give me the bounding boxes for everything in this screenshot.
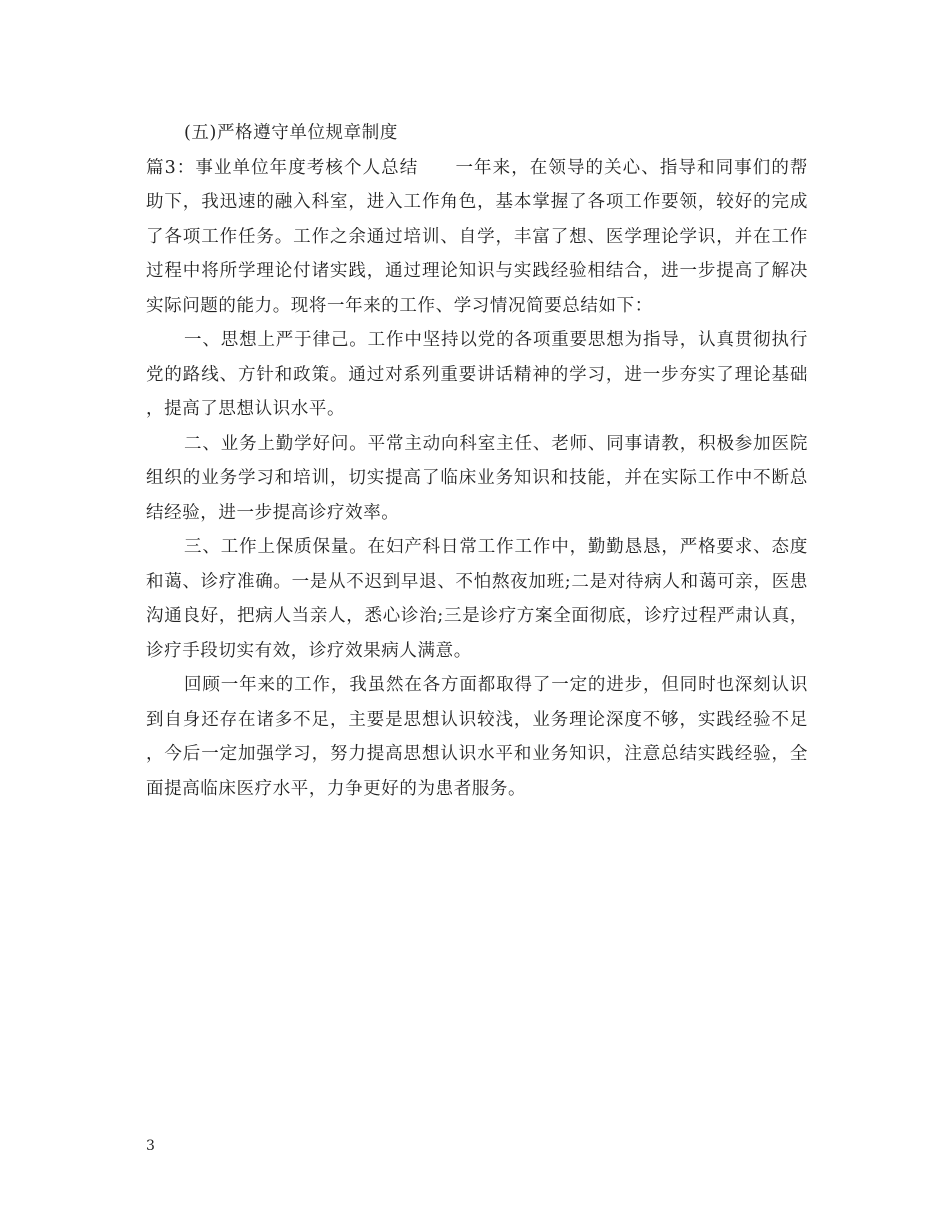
paragraph-professional: 二、业务上勤学好问。平常主动向科室主任、老师、同事请教，积极参加医院组织的业务学习和培训，切实提高了临床业务知识和技能，并在实际工作中不断总结经验，进一步提高诊疗效率。: [146, 433, 808, 523]
intro-paragraph: 篇3：事业单位年度考核个人总结 一年来，在领导的关心、指导和同事们的帮助下，我迅速的融入科室，进入工作角色，基本掌握了各项工作要领，较好的完成了各项工作任务。工作之余通过培训、自学，丰富了想、医学理论学识，并在工作过程中将所学理论付诸实践，通过理论知识与实践经验相结合，进一步提高了解决实际问题的能力。现将一年来的工作、学习情况简要总结如下：: [146, 157, 808, 316]
document-body: [146, 116, 808, 806]
paragraph-work-quality: 三、工作上保质保量。在妇产科日常工作工作中，勤勤恳恳，严格要求、态度和蔼、诊疗准确。一是从不迟到早退、不怕熬夜加班;二是对待病人和蔼可亲，医患沟通良好，把病人当亲人，悉心诊治;三是诊疗方案全面彻底，诊疗过程严肃认真，诊疗手段切实有效，诊疗效果病人满意。: [146, 537, 808, 661]
paragraph-review: 回顾一年来的工作，我虽然在各方面都取得了一定的进步，但同时也深刻认识到自身还存在诸多不足，主要是思想认识较浅，业务理论深度不够，实践经验不足，今后一定加强学习，努力提高思想认识水平和业务知识，注意总结实践经验，全面提高临床医疗水平，力争更好的为患者服务。: [146, 675, 808, 799]
page-number: 3: [146, 1138, 155, 1154]
section-heading: (五)严格遵守单位规章制度: [184, 123, 398, 143]
paragraph-ideology: 一、思想上严于律己。工作中坚持以党的各项重要思想为指导，认真贯彻执行党的路线、方针和政策。通过对系列重要讲话精神的学习，进一步夯实了理论基础，提高了思想认识水平。: [146, 330, 808, 419]
